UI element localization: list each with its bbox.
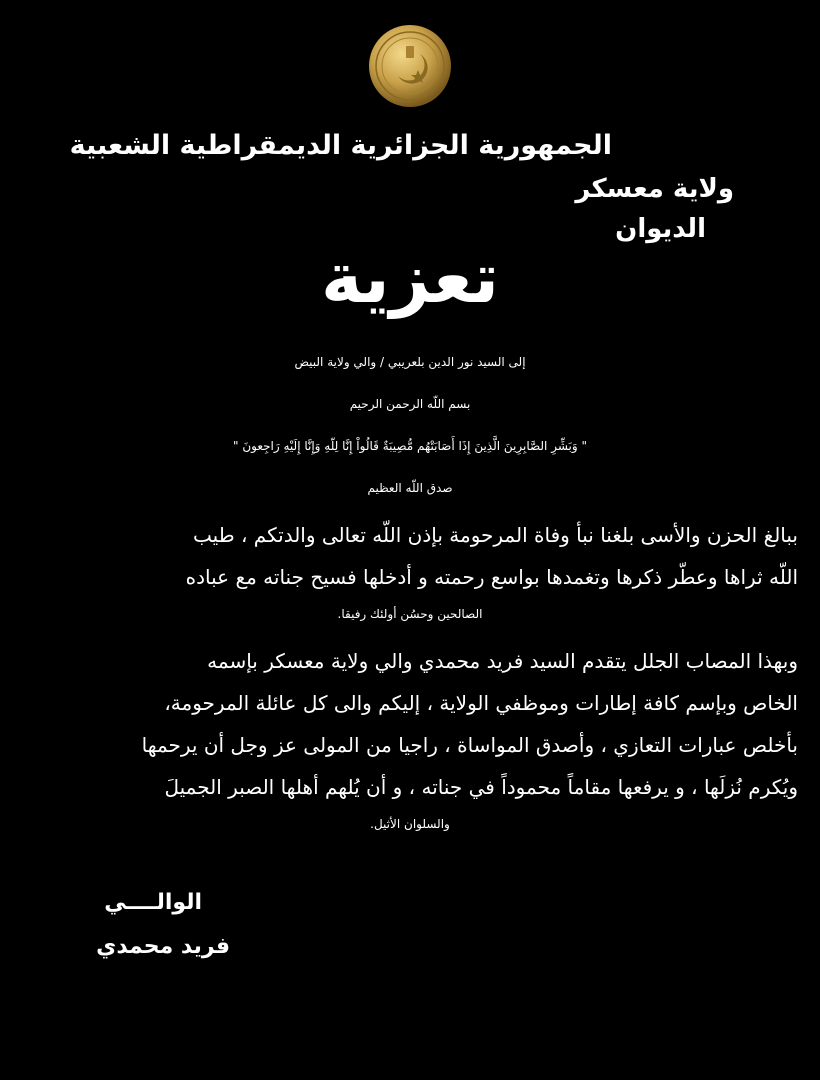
verse-closing: صدق اللّه العظيم <box>367 481 453 495</box>
office-name: الديوان <box>615 214 706 244</box>
paragraph2-line5: والسلوان الأثيل. <box>370 817 450 831</box>
paragraph1-line3: الصالحين وحسُن أولئك رفيقا. <box>337 607 483 621</box>
signature-name: فريد محمدي <box>96 934 230 959</box>
basmala-line: بسم اللّه الرحمن الرحيم <box>349 397 471 411</box>
paragraph2-line1: وبهذا المصاب الجلل يتقدم السيد فريد محمدي والي ولاية معسكر بإسمه <box>207 649 798 673</box>
algeria-state-seal-icon <box>368 24 452 108</box>
wilaya-name: ولاية معسكر <box>575 174 734 204</box>
paragraph2-line2: الخاص وبإسم كافة إطارات وموظفي الولاية ، إليكم والى كل عائلة المرحومة، <box>164 691 798 715</box>
quran-verse: " وَبَشِّرِ الصَّابِرِينَ الَّذِينَ إِذَا أَصَابَتْهُم مُّصِيبَةٌ قَالُواْ إِنَّا لِلّهِ وَإِنَّا إِلَيْهِ رَاجِعونَ " <box>232 439 587 453</box>
addressee-line: إلى السيد نور الدين بلعريبي / والي ولاية البيض <box>294 355 526 369</box>
signature-title: الوالــــي <box>104 890 202 915</box>
document-title: تعزية <box>320 237 500 319</box>
paragraph1-line2: اللّه ثراها وعطّر ذكرها وتغمدها بواسع رحمته و أدخلها فسيح جناته مع عباده <box>185 565 798 589</box>
paragraph2-line3: بأخلص عبارات التعازي ، وأصدق المواساة ، راجيا من المولى عز وجل أن يرحمها <box>141 733 798 757</box>
paragraph2-line4: ويُكرم نُزلَها ، و يرفعها مقاماً محموداً في جناته ، و أن يُلهم أهلها الصبر الجميلَ <box>164 775 798 799</box>
republic-name: الجمهورية الجزائرية الديمقراطية الشعبية <box>69 130 612 161</box>
paragraph1-line1: ببالغ الحزن والأسى بلغنا نبأ وفاة المرحومة بإذن اللّه تعالى والدتكم ، طيب <box>193 523 798 547</box>
